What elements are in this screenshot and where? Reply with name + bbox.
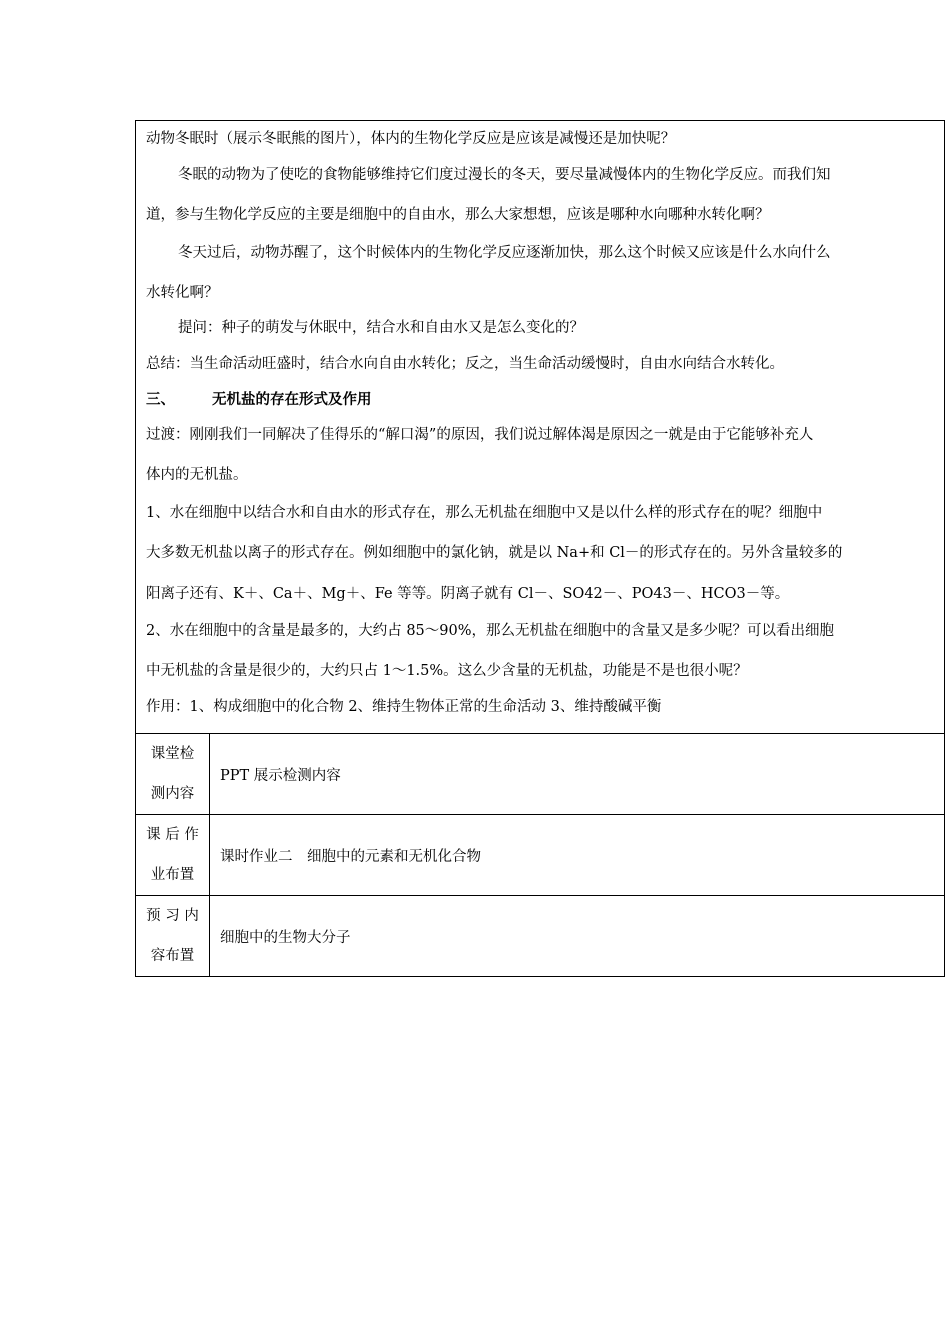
section-title: 无机盐的存在形式及作用 [212,391,372,408]
text-line: 总结：当生命活动旺盛时，结合水向自由水转化；反之，当生命活动缓慢时，自由水向结合水转化。 [146,356,784,372]
row-label [136,815,210,896]
row-label [136,734,210,815]
section-heading [146,390,372,410]
row-label-line: 测内容 [150,786,195,802]
table-row [136,734,945,815]
row-value: 细胞中的生物大分子 [210,896,945,977]
row-label-line: 业布置 [150,867,195,883]
text-line: 作用：1、构成细胞中的化合物 2、维持生物体正常的生命活动 3、维持酸碱平衡 [146,699,662,715]
text-line: 冬眠的动物为了使吃的食物能够维持它们度过漫长的冬天，要尽量减慢体内的生物化学反应。而我们知 [178,167,831,183]
text-line: 冬天过后，动物苏醒了，这个时候体内的生物化学反应逐渐加快，那么这个时候又应该是什么水向什么 [178,245,831,261]
text-line: 道，参与生物化学反应的主要是细胞中的自由水，那么大家想想，应该是哪种水向哪种水转化啊？ [146,207,770,223]
row-label-line: 课堂检 [150,746,195,762]
row-label [136,896,210,977]
row-value: PPT 展示检测内容 [210,734,945,815]
table-row [136,896,945,977]
text-line: 中无机盐的含量是很少的，大约只占 1～1.5%。这么少含量的无机盐，功能是不是也很小呢？ [146,663,748,679]
text-line: 动物冬眠时（展示冬眠熊的图片），体内的生物化学反应是应该是减慢还是加快呢？ [146,131,676,147]
section-number: 三、 [146,391,175,408]
text-line: 体内的无机盐。 [146,467,248,483]
row-label-line: 预 习 内 [146,908,199,924]
lesson-content-box [135,120,945,734]
text-line: 水转化啊？ [146,285,219,301]
text-line: 1、水在细胞中以结合水和自由水的形式存在，那么无机盐在细胞中又是以什么样的形式存在的呢？细胞中 [146,505,823,521]
text-line: 2、水在细胞中的含量是最多的，大约占 85～90%，那么无机盐在细胞中的含量又是多少呢？可以看出细胞 [146,623,835,639]
table-row [136,815,945,896]
text-line: 提问：种子的萌发与休眠中，结合水和自由水又是怎么变化的？ [178,320,584,336]
text-line: 阳离子还有、K＋、Ca＋、Mg＋、Fe 等等。阴离子就有 Cl－、SO42－、PO43－、HCO3－等。 [146,586,790,602]
row-label-line: 容布置 [150,948,195,964]
lesson-plan-table [135,733,945,977]
text-line: 大多数无机盐以离子的形式存在。例如细胞中的氯化钠，就是以 Na+和 Cl－的形式存在的。另外含量较多的 [146,545,843,561]
row-value: 课时作业二 细胞中的元素和无机化合物 [210,815,945,896]
text-line: 过渡：刚刚我们一同解决了佳得乐的“解口渴”的原因，我们说过解体渴是原因之一就是由于它能够补充人 [146,427,814,443]
row-label-line: 课 后 作 [146,827,199,843]
